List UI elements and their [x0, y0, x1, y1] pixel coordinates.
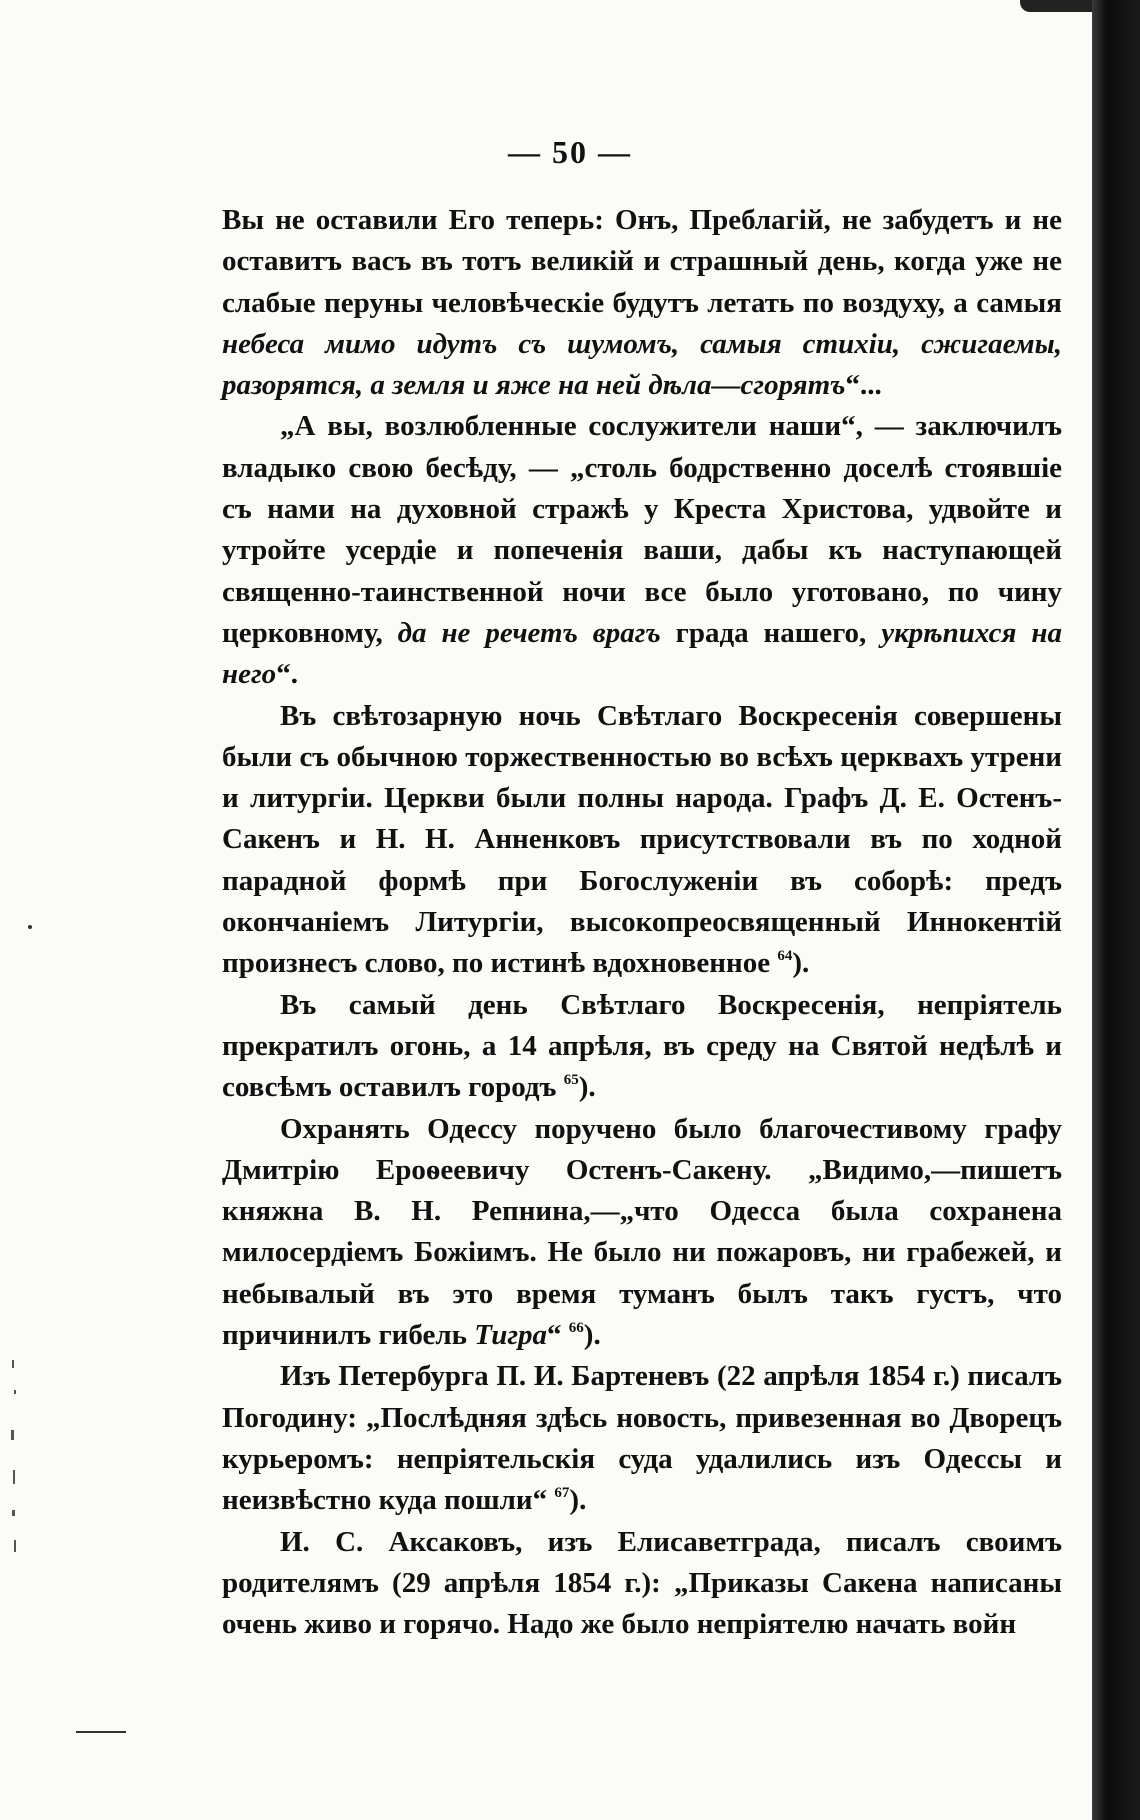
paragraph: [222, 985, 1062, 1109]
text-run: града нашего,: [660, 616, 882, 649]
text-run: „А вы, возлюбленные сослужители наши“, — заключилъ владыко свою бесѣду, — „столь бодрственно доселѣ стоявшіе съ нами на духовной стражѣ у Креста Христова, удвойте и утройте усердіе и попеченія ваши, дабы къ наступающей священно-таинственной ночи все было уготовано, по чину церковному,: [222, 410, 1062, 649]
paragraph: [222, 406, 1062, 695]
paragraph: [222, 200, 1062, 406]
footnote-ref: 65: [563, 1072, 579, 1089]
text-run: Въ самый день Свѣтлаго Воскресенія, непріятель прекратилъ огонь, а 14 апрѣля, въ среду на Святой недѣлѣ и совсѣмъ оставилъ городъ: [222, 988, 1062, 1104]
paragraph: [222, 1522, 1062, 1646]
text-run: Охранять Одессу поручено было благочестивому графу Дмитрію Ероѳеевичу Остенъ-Сакену. „Видимо,—пишетъ княжна В. Н. Репнина,—„что Одесса была сохранена милосердіемъ Божіимъ. Не было ни пожаровъ, ни грабежей, и небывалый въ это время туманъ былъ такъ густъ, что причинилъ гибель: [222, 1112, 1062, 1352]
page-edge-shadow: [1092, 0, 1140, 1820]
footnote-ref: 64: [777, 948, 793, 965]
text-run: ).: [792, 947, 810, 980]
text-run: Вы не оставили Его теперь: Онъ, Преблагій, не забудетъ и не оставитъ васъ въ тотъ великій и страшный день, когда уже не слабые перуны человѣческіе будутъ летать по воздуху, а самыя: [222, 204, 1062, 319]
text-run: “...: [845, 369, 882, 402]
text-run: ).: [583, 1319, 601, 1352]
footnote-ref: 67: [554, 1485, 570, 1502]
italic-quote: да не речетъ врагъ: [397, 616, 661, 649]
text-run: И. С. Аксаковъ, изъ Елисаветграда, писалъ своимъ родителямъ (29 апрѣля 1854 г.): „Приказы Сакена написаны очень живо и горячо. Надо же было непріятелю начать войн: [222, 1525, 1062, 1641]
footnote-ref: 66: [568, 1320, 584, 1337]
text-run: Изъ Петербурга П. И. Бартеневъ (22 апрѣля 1854 г.) писалъ Погодину: „Послѣдняя здѣсь новость, привезенная во Дворецъ курьеромъ: непріятельскія суда удалились изъ Одессы и неизвѣстно куда пошли“: [222, 1360, 1062, 1517]
italic-quote: укрѣпихся на него: [222, 616, 1063, 691]
text-run: “.: [276, 658, 298, 691]
italic-quote: Тигра: [474, 1319, 548, 1352]
paragraph: [222, 696, 1062, 985]
page-number: — 50 —: [508, 134, 632, 170]
margin-speck: [28, 925, 32, 929]
page-edge-shadow-top: [1020, 0, 1100, 12]
text-run: ).: [569, 1484, 587, 1517]
body-text: [222, 200, 1062, 1645]
text-run: ).: [578, 1071, 596, 1104]
text-run: Въ свѣтозарную ночь Свѣтлаго Воскресенія совершены были съ обычною торжественностью во всѣхъ церквахъ утрени и литургіи. Церкви были полны народа. Графъ Д. Е. Остенъ-Сакенъ и Н. Н. Анненковъ присутствовали въ по ходной парадной формѣ при Богослуженіи въ соборѣ: предъ окончаніемъ Литургіи, высокопреосвященный Иннокентій произнесъ слово, по истинѣ вдохновенное: [222, 699, 1062, 980]
paragraph: [222, 1109, 1062, 1357]
margin-marks: [8, 1360, 28, 1820]
footnote-rule: [76, 1731, 126, 1733]
text-run: “: [547, 1319, 569, 1352]
paragraph: [222, 1356, 1062, 1521]
italic-quote: небеса мимо идутъ съ шумомъ, самыя стихіи, сжигаемы, разорятся, а земля и яже на ней дѣла—сгорятъ: [222, 327, 1062, 402]
